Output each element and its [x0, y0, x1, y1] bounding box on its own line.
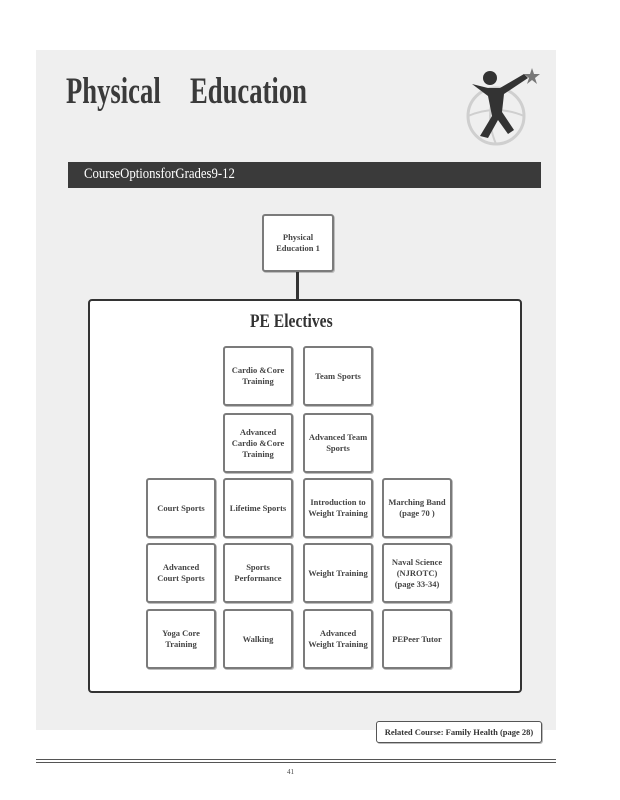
course-label: Cardio &Core Training	[231, 365, 285, 386]
course-box	[303, 413, 373, 473]
footer-rule	[36, 759, 556, 760]
page-title-education: Education	[190, 71, 307, 112]
course-label: Advanced Weight Training	[308, 628, 368, 649]
course-box	[382, 609, 452, 669]
course-label: Naval Science (NJROTC) (page 33-34)	[391, 556, 443, 589]
course-box	[303, 346, 373, 406]
course-label: Introduction to Weight Training	[308, 497, 368, 518]
course-label: Yoga Core Training	[162, 628, 200, 649]
course-label: PEPeer Tutor	[392, 633, 442, 644]
connector-line	[296, 272, 299, 300]
page-title-physical: Physical	[66, 71, 161, 112]
course-box	[303, 609, 373, 669]
course-label: Advanced Team Sports	[308, 432, 368, 453]
course-box	[303, 543, 373, 603]
course-box	[223, 346, 293, 406]
course-box	[223, 478, 293, 538]
course-box	[223, 609, 293, 669]
grade-banner	[68, 162, 541, 188]
course-box	[303, 478, 373, 538]
course-label: Marching Band (page 70 )	[388, 497, 446, 518]
course-label: Lifetime Sports	[229, 502, 287, 513]
related-course-box	[376, 721, 542, 743]
course-box	[146, 609, 216, 669]
page-number: 41	[287, 768, 294, 776]
footer-rule	[36, 762, 556, 763]
course-label: Sports Performance	[234, 562, 282, 583]
course-box	[146, 543, 216, 603]
course-label: Court Sports	[157, 502, 205, 513]
course-label: Advanced Court Sports	[157, 562, 205, 583]
course-label: Walking	[242, 633, 274, 644]
course-label: Physical Education 1	[276, 232, 320, 253]
course-label: Team Sports	[315, 370, 361, 381]
course-box	[382, 478, 452, 538]
course-label: Advanced Cardio &Core Training	[231, 426, 285, 459]
banner-text: CourseOptionsforGrades9-12	[84, 166, 235, 182]
related-course-label: Related Course: Family Health (page 28)	[384, 727, 534, 737]
star-person-globe-icon	[458, 64, 544, 150]
course-label: Weight Training	[308, 567, 368, 578]
course-box	[223, 543, 293, 603]
course-box	[146, 478, 216, 538]
course-box-pe1	[262, 214, 334, 272]
course-box	[382, 543, 452, 603]
electives-title: PE Electives	[250, 311, 333, 332]
course-box	[223, 413, 293, 473]
